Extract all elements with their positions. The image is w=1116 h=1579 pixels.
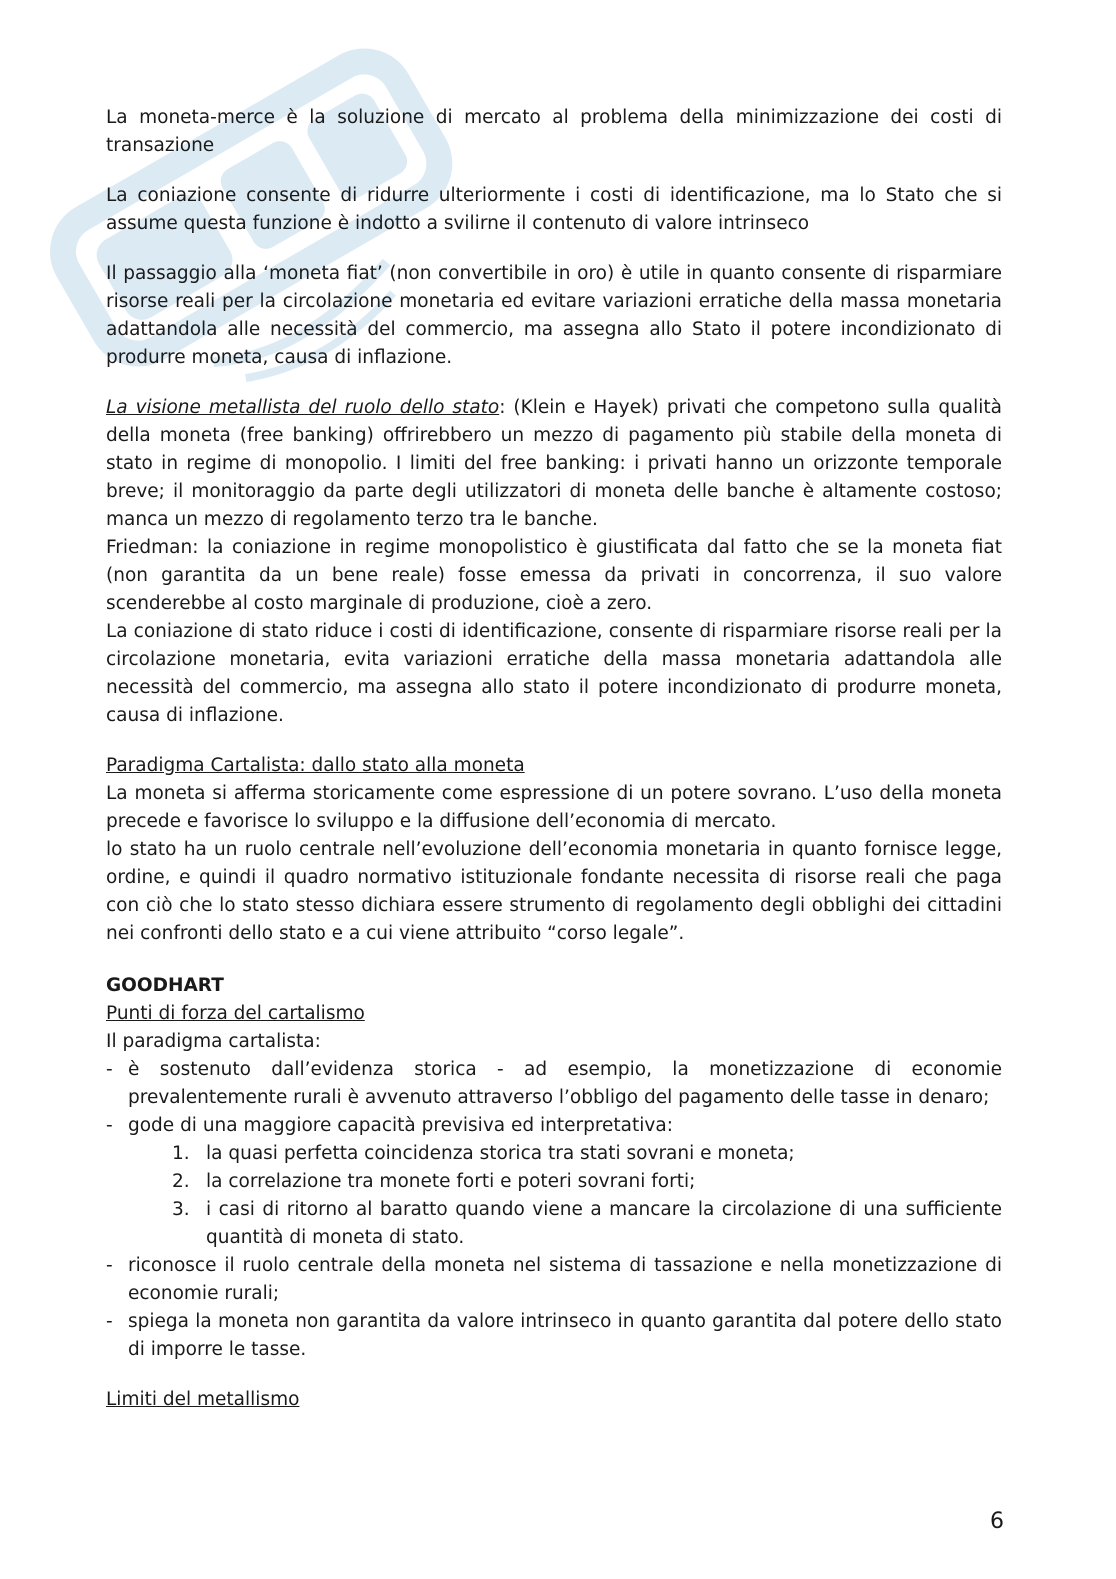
- section-heading-goodhart: GOODHART: [106, 975, 224, 996]
- list-item: - è sostenuto dall’evidenza storica - ad esempio, la monetizzazione di economie prevalentemente rurali è avvenuto attraverso l’obbligo del pagamento delle tasse in denaro;: [106, 1056, 1002, 1112]
- visione-metallista-text: : (Klein e Hayek) privati che competono sulla qualità della moneta (free banking) offrirebbero un mezzo di pagamento più stabile della moneta di stato in regime di monopolio. I limiti del free banking: i privati hanno un orizzonte temporale breve; il monitoraggio da parte degli utilizzatori di moneta delle banche è altamente costoso; manca un mezzo di regolamento terzo tra le banche.: [106, 397, 1002, 530]
- list-item: 2. la correlazione tra monete forti e poteri sovrani forti;: [172, 1171, 696, 1192]
- cartalismo-bullet-list: [106, 1056, 1002, 1140]
- limiti-metallismo-title: Limiti del metallismo: [106, 1389, 300, 1410]
- list-item: 1. la quasi perfetta coincidenza storica tra stati sovrani e moneta;: [172, 1143, 795, 1164]
- paragraph-coniazione: La coniazione consente di ridurre ulteriormente i costi di identificazione, ma lo Stato che si assume questa funzione è indotto a svilirne il contenuto di valore intrinseco: [106, 185, 1002, 234]
- list-item: - spiega la moneta non garantita da valore intrinseco in quanto garantita dal potere dello stato di imporre le tasse.: [106, 1308, 1002, 1364]
- cartalismo-bullet-list-continued: [106, 1252, 1002, 1364]
- paragraph-moneta-sovrano: La moneta si afferma storicamente come espressione di un potere sovrano. L’uso della moneta precede e favorisce lo sviluppo e la diffusione dell’economia di mercato.: [106, 783, 1002, 832]
- page-number: 6: [990, 1509, 1004, 1534]
- paragraph-visione-metallista: [106, 394, 1002, 534]
- paradigma-cartalista-title: Paradigma Cartalista: dallo stato alla moneta: [106, 755, 525, 776]
- list-item: 3. i casi di ritorno al baratto quando viene a mancare la circolazione di una sufficiente quantità di moneta di stato.: [172, 1199, 1002, 1248]
- paradigma-intro: Il paradigma cartalista:: [106, 1031, 321, 1052]
- paragraph-moneta-merce: La moneta-merce è la soluzione di mercato al problema della minimizzazione dei costi di transazione: [106, 107, 1002, 156]
- paragraph-coniazione-stato: La coniazione di stato riduce i costi di identificazione, consente di risparmiare risorse reali per la circolazione monetaria, evita variazioni erratiche della massa monetaria adattandola alle necessità del commercio, ma assegna allo stato il potere incondizionato di produrre moneta, causa di inflazione.: [106, 621, 1002, 726]
- paragraph-moneta-fiat: Il passaggio alla ‘moneta fiat’ (non convertibile in oro) è utile in quanto consente di risparmiare risorse reali per la circolazione monetaria ed evitare variazioni erratiche della massa monetaria adattandola alle necessità del commercio, ma assegna allo Stato il potere incondizionato di produrre moneta, causa di inflazione.: [106, 263, 1002, 368]
- capacita-previsiva-sublist: [106, 1140, 1002, 1252]
- paragraph-friedman: Friedman: la coniazione in regime monopolistico è giustificata dal fatto che se la moneta fiat (non garantita da un bene reale) fosse emessa da privati in concorrenza, il suo valore scenderebbe al costo marginale di produzione, cioè a zero.: [106, 537, 1002, 614]
- list-item: - riconosce il ruolo centrale della moneta nel sistema di tassazione e nella monetizzazione di economie rurali;: [106, 1252, 1002, 1308]
- list-item: - gode di una maggiore capacità previsiva ed interpretativa:: [106, 1112, 1002, 1140]
- punti-forza-title: Punti di forza del cartalismo: [106, 1003, 365, 1024]
- visione-metallista-title: La visione metallista del ruolo dello stato: [106, 397, 500, 418]
- paragraph-ruolo-stato: lo stato ha un ruolo centrale nell’evoluzione dell’economia monetaria in quanto fornisce legge, ordine, e quindi il quadro normativo istituzionale fondante necessita di risorse reali che paga con ciò che lo stato stesso dichiara essere strumento di regolamento degli obblighi dei cittadini nei confronti dello stato e a cui viene attribuito “corso legale”.: [106, 839, 1002, 944]
- document-page: [106, 104, 1002, 1414]
